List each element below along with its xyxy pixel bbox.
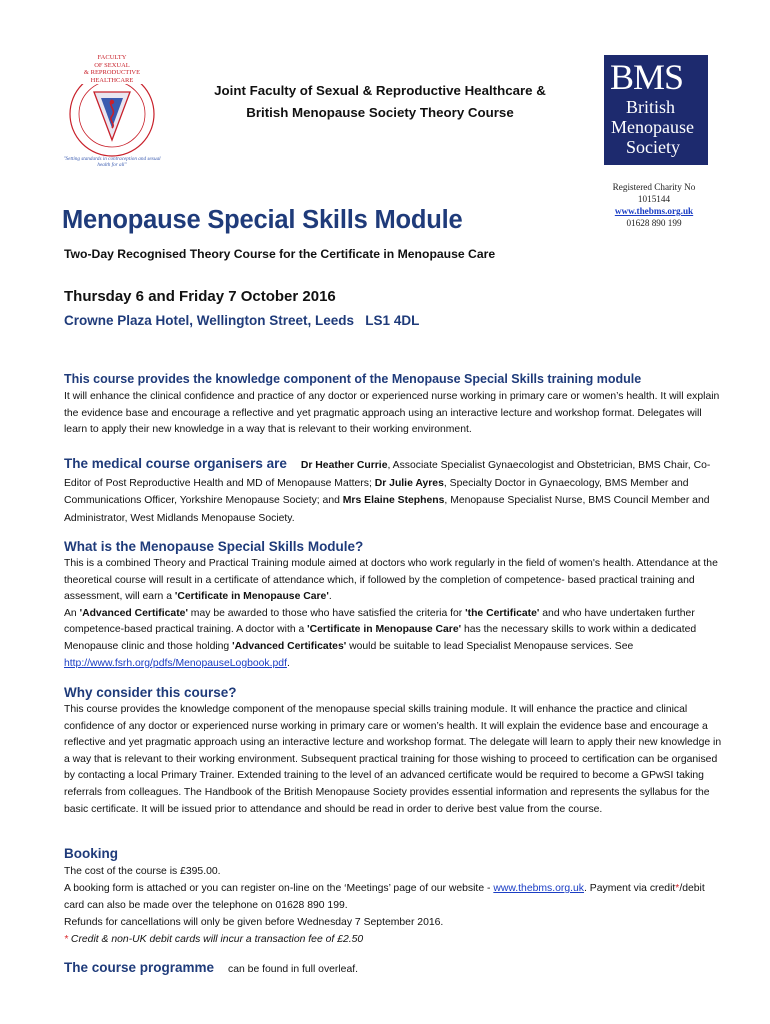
organiser-name-3: Mrs Elaine Stephens [342,495,445,506]
course-venue: Crowne Plaza Hotel, Wellington Street, Leeds LS1 4DL [64,313,420,328]
bms-logo-line1: British [626,97,676,117]
section-what-para-1 [64,556,724,606]
what-text-2: . [328,591,332,603]
bms-logo-line3: Society [626,137,680,157]
bms-logo-abbr: BMS [610,57,684,97]
bms-logo-line2: Menopause [611,117,694,137]
section-provides-text: It will enhance the clinical confidence and practice of any doctor or experienced nurse working in primary care or women’s health. It will explain the evidence base and encourage a reflective and yet pragmatic approach using an interactive lecture and workshop format. Delegates will learn to apply their new knowledge in a way that is relevant to their working environment. [64,391,720,436]
organiser-name-2: Dr Julie Ayres [374,477,444,489]
organiser-role-3: , Menopause Specialist Nurse, BMS Council Member and Administrator, West Midlands Menopause Society. [64,495,710,524]
booking-note-text: Credit & non-UK debit cards will incur a transaction fee of £2.50 [68,934,364,945]
what-text-7: would be suitable to lead Specialist Menopause services. See [346,640,634,652]
bms-website-link[interactable]: www.thebms.org.uk [614,206,694,216]
what-bold-3: 'the Certificate' [465,607,540,619]
charity-info [588,181,720,229]
what-text-6: has the necessary skills to work within a dedicated Menopause clinic and those holding [64,624,697,652]
header-title-line2: British Menopause Society Theory Course [246,105,514,120]
booking-asterisk: * [675,883,680,894]
booking-note [64,931,724,948]
fsrh-logo [60,52,164,170]
what-bold-4: 'Certificate in Menopause Care' [307,624,462,636]
section-programme [64,960,358,975]
booking-text-1: A booking form is attached or you can register on-line on the ‘Meetings’ page of our website - [64,883,494,894]
charity-number: 1015144 [637,194,671,204]
section-why-text: This course provides the knowledge component of the menopause special skills training module. It will enhance the practice and clinical confidence of any doctor or experienced nurse working in primary care or women’s health. It will explain the evidence base and encourage a reflective and yet pragmatic approach using an interactive lecture and workshop format. The delegate will learn to apply their new knowledge in a way that is relevant to their working environment. Subsequent practical training for those wishing to proceed to certification can be organised by contacting a local Primary Trainer. Extended training to the level of an advanced certificate would be required to become a GPwSI taking referrals from colleagues. The Handbook of the British Menopause Society provides essential information and represents the syllabus for the basic certificate. It will be issued prior to attendance and should be read in order to derive best value from the course. [64,704,722,815]
section-organisers [64,455,724,527]
booking-refunds: Refunds for cancellations will only be given before Wednesday 7 September 2016. [64,917,444,928]
what-bold-1: 'Certificate in Menopause Care' [174,591,329,603]
organiser-role-2: , Specialty Doctor in Gynaecology, BMS Member and Communications Officer, Yorkshire Menopause Society; and [64,477,689,506]
what-bold-2: 'Advanced Certificate' [79,607,188,619]
fsrh-logo-text-3: & REPRODUCTIVE [83,69,141,76]
booking-details [64,880,724,914]
section-what-heading: What is the Menopause Special Skills Module? [64,539,364,554]
module-title: Menopause Special Skills Module [62,206,463,234]
fsrh-logo-text-2: OF SEXUAL [94,61,130,69]
header-title-line1: Joint Faculty of Sexual & Reproductive Healthcare & [214,83,546,98]
what-text-5: and who have undertaken further competence-based practical training. A doctor with a [64,607,695,636]
section-why-heading: Why consider this course? [64,685,237,700]
section-booking-text [64,863,724,948]
what-text-8: . [286,657,290,669]
section-booking-heading: Booking [64,846,118,861]
section-provides-heading: This course provides the knowledge component of the Menopause Special Skills training module [64,372,642,386]
bms-logo [604,55,708,165]
what-bold-5: 'Advanced Certificates' [232,640,347,652]
booking-cost: The cost of the course is £395.00. [64,866,221,877]
booking-note-asterisk: * [64,934,69,945]
fsrh-logo-text-4: HEALTHCARE [90,76,134,84]
fsrh-logbook-link[interactable]: http://www.fsrh.org/pdfs/MenopauseLogbook.pdf [64,657,287,669]
section-programme-heading: The course programme [64,960,215,975]
bms-website-booking-link[interactable]: www.thebms.org.uk [493,883,585,894]
organiser-name-1: Dr Heather Currie [300,460,388,471]
fsrh-logo-motto: "Setting standards in contraception and sexual health for all" [63,156,161,168]
organiser-role-1: , Associate Specialist Gynaecologist and Obstetrician, BMS Chair, Co-Editor of Post Reproductive Health and MD of Menopause Matters; [64,460,711,489]
bms-phone: 01628 890 199 [626,218,682,228]
course-date: Thursday 6 and Friday 7 October 2016 [64,288,336,305]
section-programme-text: can be found in full overleaf. [228,964,359,975]
charity-label: Registered Charity No [612,182,696,192]
section-organisers-heading: The medical course organisers are [64,456,287,471]
section-what-para-2 [64,606,724,672]
what-text-3: An [64,607,80,619]
booking-text-2: . Payment via credit [584,883,676,894]
header-title [160,80,600,124]
fsrh-logo-text-1: FACULTY [97,54,127,61]
section-what-text [64,556,724,672]
booking-text-3: /debit card can also be made over the telephone on 01628 890 199. [64,883,705,911]
what-text-1: This is a combined Theory and Practical Training module aimed at doctors who work regularly in the field of women's health. Attendance at the theoretical course will result in a certificate of attendance which, if followed by the completion of competence- based practical training and assessment, will earn a [64,558,718,603]
what-text-4: may be awarded to those who have satisfied the criteria for [187,607,466,619]
module-subtitle: Two-Day Recognised Theory Course for the Certificate in Menopause Care [64,247,496,261]
